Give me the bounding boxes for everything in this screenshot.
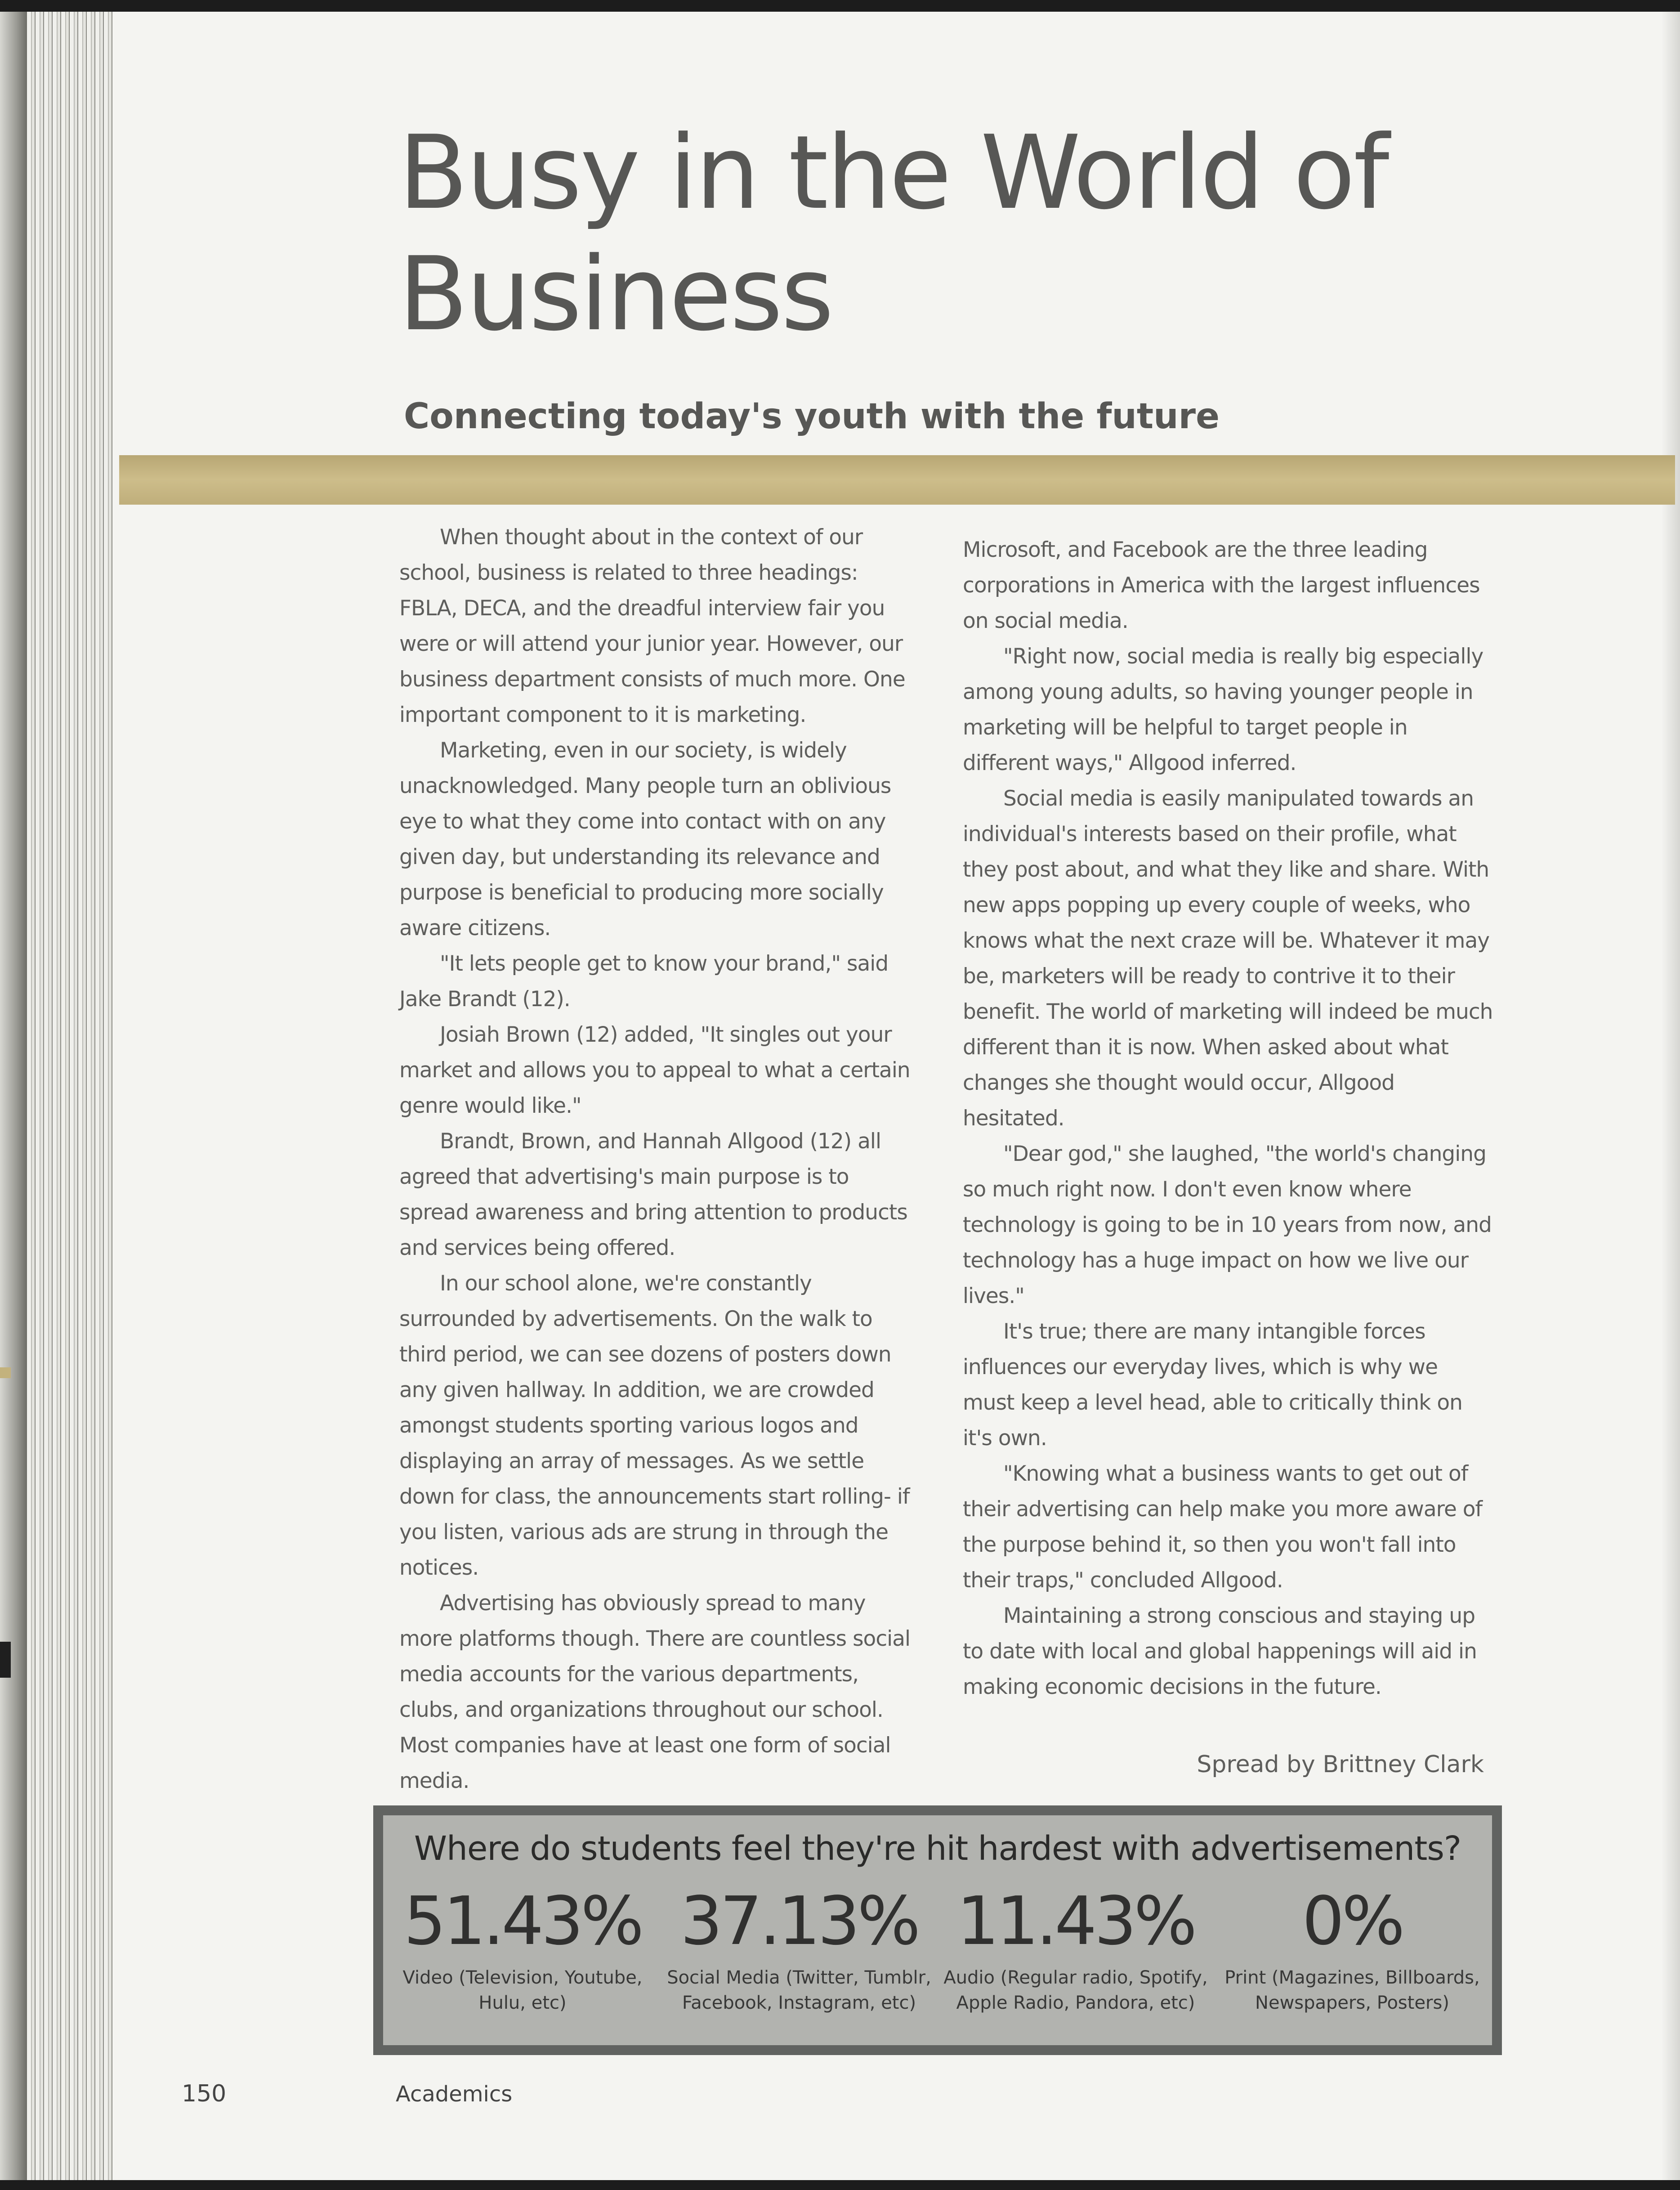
article-right-column (963, 532, 1493, 1705)
decorative-gold-band (119, 455, 1675, 505)
survey-result-value: 37.13% (680, 1882, 918, 1960)
paragraph: Maintaining a strong conscious and staying up to date with local and global happenings will aid in making economic decisions in the future. (963, 1603, 1477, 1699)
paragraph: "Right now, social media is really big especially among young adults, so having younger people in marketing will be helpful to target people in different ways," Allgood inferred. (963, 644, 1483, 775)
index-tab-gold (0, 1367, 11, 1378)
book-binding (0, 12, 27, 2180)
paragraph: "Knowing what a business wants to get out of their advertising can help make you more aware of the purpose behind it, so then you won't fall into their traps," concluded Allgood. (963, 1461, 1483, 1593)
survey-box (373, 1805, 1502, 2055)
index-tab-dark (0, 1642, 11, 1678)
article-subtitle: Connecting today's youth with the future (404, 396, 1220, 437)
page-right-edge (1662, 12, 1680, 2180)
paragraph: "Dear god," she laughed, "the world's changing so much right now. I don't even know where technology is going to be in 10 years from now, and technology has a huge impact on how we live our lives." (963, 1142, 1492, 1308)
paragraph: "It lets people get to know your brand," said Jake Brandt (12). (399, 951, 889, 1012)
scan-top-border (0, 0, 1680, 12)
paragraph: Josiah Brown (12) added, "It singles out your market and allows you to appeal to what a certain genre would like." (399, 1022, 910, 1118)
paragraph: Marketing, even in our society, is widely unacknowledged. Many people turn an oblivious eye to what they come into contact with on any given day, but understanding its relevance and purpose is beneficial to producing more socially aware citizens. (399, 738, 891, 940)
survey-result-value: 11.43% (956, 1882, 1195, 1960)
survey-result-label: Print (Magazines, Billboards, Newspapers, Posters) (1224, 1967, 1480, 2013)
survey-result-audio (941, 1881, 1211, 2015)
survey-panel (383, 1815, 1492, 2045)
paragraph: Advertising has obviously spread to many more platforms though. There are countless social media accounts for the various departments, clubs, and organizations throughout our school. Most companies have at least one form of social media. (399, 1591, 911, 1793)
page-edges (27, 12, 112, 2180)
survey-result-social-media (664, 1881, 934, 2015)
survey-result-video (388, 1881, 657, 2015)
paragraph: Brandt, Brown, and Hannah Allgood (12) all agreed that advertising's main purpose is to spread awareness and bring attention to products and services being offered. (399, 1129, 907, 1260)
paragraph: When thought about in the context of our school, business is related to three headings: FBLA, DECA, and the dreadful interview fair you were or will attend your junior year. However, our business department consists of much more. One important component to it is marketing. (399, 525, 905, 727)
scan-bottom-border (0, 2180, 1680, 2190)
article-byline: Spread by Brittney Clark (1197, 1751, 1484, 1778)
survey-result-value: 0% (1302, 1882, 1403, 1960)
survey-question: Where do students feel they're hit hardest with advertisements? (414, 1829, 1461, 1868)
page-number: 150 (182, 2080, 227, 2107)
paragraph: Microsoft, and Facebook are the three leading corporations in America with the largest influences on social media. (963, 537, 1480, 633)
article-title: Busy in the World of Business (398, 114, 1388, 354)
survey-result-label: Audio (Regular radio, Spotify, Apple Radio, Pandora, etc) (943, 1967, 1208, 2013)
paragraph: Social media is easily manipulated towards an individual's interests based on their profile, what they post about, and what they like and share. With new apps popping up every couple of weeks, who knows what the next craze will be. Whatever it may be, marketers will be ready to contrive it to their benefit. The world of marketing will indeed be much different than it is now. When asked about what changes she thought would occur, Allgood hesitated. (963, 786, 1493, 1131)
survey-result-print (1217, 1881, 1487, 2015)
paragraph: It's true; there are many intangible forces influences our everyday lives, which is why we must keep a level head, able to critically think on it's own. (963, 1319, 1462, 1451)
article-left-column (399, 520, 916, 1799)
survey-result-label: Social Media (Twitter, Tumblr, Facebook, Instagram, etc) (667, 1967, 931, 2013)
paragraph: In our school alone, we're constantly surrounded by advertisements. On the walk to third period, we can see dozens of posters down any given hallway. In addition, we are crowded amongst students sporting various logos and displaying an array of messages. As we settle down for class, the announcements start rolling- if you listen, various ads are strung in through the notices. (399, 1271, 910, 1580)
survey-result-value: 51.43% (403, 1882, 642, 1960)
survey-result-label: Video (Television, Youtube, Hulu, etc) (402, 1967, 643, 2013)
section-name: Academics (396, 2082, 513, 2107)
